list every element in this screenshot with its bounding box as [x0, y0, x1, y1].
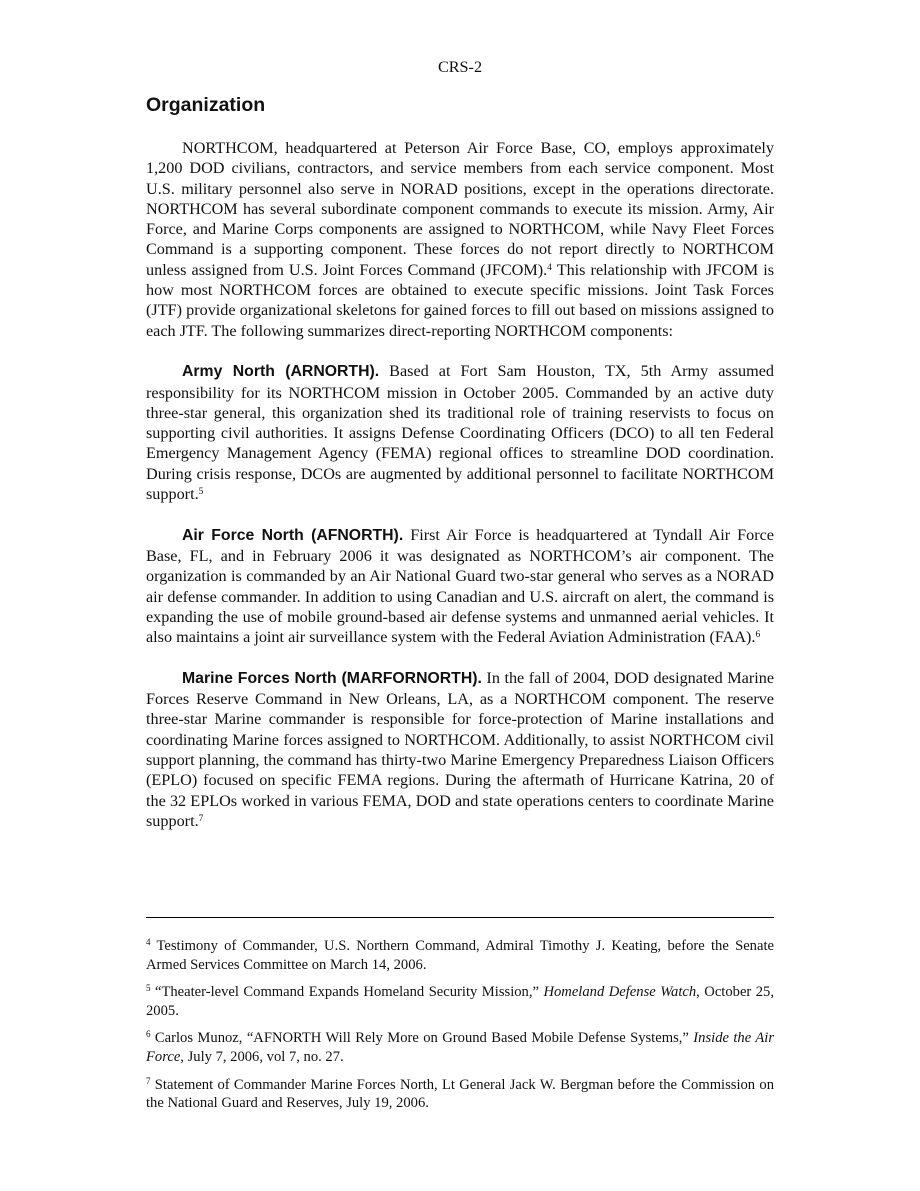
arnorth-text: Based at Fort Sam Houston, TX, 5th Army assumed responsibility for its NORTHCOM mission in October 2005. Commanded by an active duty three-star general, this organization shed its traditional role of training reservists to focus on supporting civil authorities. It assigns Defense Coordinating Officers (DCO) to all ten Federal Emergency Management Agency (FEMA) regional offices to streamline DOD coordination. During crisis response, DCOs are augmented by additional personnel to facilitate NORTHCOM support.	[146, 362, 774, 504]
section-title: Organization	[146, 94, 266, 116]
footnote-divider	[146, 917, 774, 918]
marfornorth-text: In the fall of 2004, DOD designated Marine Forces Reserve Command in New Orleans, LA, as a NORTHCOM component. The reserve three-star Marine commander is responsible for force-protection of Marine installations and coordinating Marine forces assigned to NORTHCOM. Additionally, to assist NORTHCOM civil support planning, the command has thirty-two Marine Emergency Preparedness Liaison Officers (EPLO) focused on specific FEMA regions. During the aftermath of Hurricane Katrina, 20 of the 32 EPLOs worked in various FEMA, DOD and state operations centers to coordinate Marine support.	[146, 668, 775, 830]
body-text	[146, 138, 774, 851]
marfornorth-heading: Marine Forces North (MARFORNORTH).	[182, 669, 482, 687]
footnotes	[146, 937, 774, 1122]
footnote-text: Carlos Munoz, “AFNORTH Will Rely More on Ground Based Mobile Defense Systems,”	[150, 1030, 694, 1047]
footnote-text: Statement of Commander Marine Forces North, Lt General Jack W. Bergman before the Commission on the National Guard and Reserves, July 19, 2006.	[146, 1076, 774, 1112]
intro-text-b: This relationship with JFCOM is how most NORTHCOM forces are obtained to execute specific missions. Joint Task Forces (JTF) provide organizational skeletons for gained forces to fill out based on missions assigned to each JTF. The following summarizes direct-reporting NORTHCOM components:	[146, 260, 774, 340]
footnote-publication: Homeland Defense Watch	[543, 984, 697, 1001]
footnote-text-end: , October 25, 2005.	[146, 984, 774, 1019]
footnote-text: Testimony of Commander, U.S. Northern Command, Admiral Timothy J. Keating, before the Senate Armed Services Committee on March 14, 2006.	[146, 938, 774, 973]
afnorth-text: First Air Force is headquartered at Tyndall Air Force Base, FL, and in February 2006 it was designated as NORTHCOM’s air component. The organization is commanded by an Air National Guard two-star general who serves as a NORAD air defense commander. In addition to using Canadian and U.S. aircraft on alert, the command is expanding the use of mobile ground-based air defense systems and unmanned aerial vehicles. It also maintains a joint air surveillance system with the Federal Aviation Administration (FAA).	[146, 525, 774, 647]
intro-paragraph	[146, 138, 774, 341]
footnote-ref-7: 7	[198, 813, 204, 824]
intro-text-a: NORTHCOM, headquartered at Peterson Air Force Base, CO, employs approximately 1,200 DOD civilians, contractors, and service members from each service component. Most U.S. military personnel also serve in NORAD positions, except in the operations directorate. NORTHCOM has several subordinate component commands to execute its mission. Army, Air Force, and Marine Corps components are assigned to NORTHCOM, while Navy Fleet Forces Command is a supporting component. These forces do not report directly to NORTHCOM unless assigned from U.S. Joint Forces Command (JFCOM).	[146, 139, 774, 279]
footnote-5	[146, 983, 774, 1020]
footnote-ref-6: 6	[755, 630, 761, 641]
footnote-number: 5	[146, 983, 151, 994]
afnorth-heading: Air Force North (AFNORTH).	[182, 526, 404, 544]
footnote-6	[146, 1029, 774, 1066]
afnorth-paragraph	[146, 525, 774, 648]
footnote-number: 6	[146, 1029, 151, 1040]
footnote-7	[146, 1076, 774, 1113]
footnote-number: 7	[146, 1075, 151, 1086]
marfornorth-paragraph	[146, 668, 774, 831]
page-header: CRS-2	[437, 58, 483, 76]
footnote-text: “Theater-level Command Expands Homeland Security Mission,”	[150, 984, 544, 1001]
footnote-text-end: July 7, 2006, vol 7, no. 27.	[183, 1048, 344, 1065]
footnote-ref-4: 4	[547, 262, 552, 273]
footnote-ref-5: 5	[198, 487, 204, 498]
arnorth-heading: Army North (ARNORTH).	[182, 363, 380, 381]
footnote-4	[146, 937, 774, 974]
footnote-publication: Inside the Air Force,	[146, 1030, 774, 1065]
footnote-number: 4	[146, 937, 151, 947]
arnorth-paragraph	[146, 361, 774, 504]
